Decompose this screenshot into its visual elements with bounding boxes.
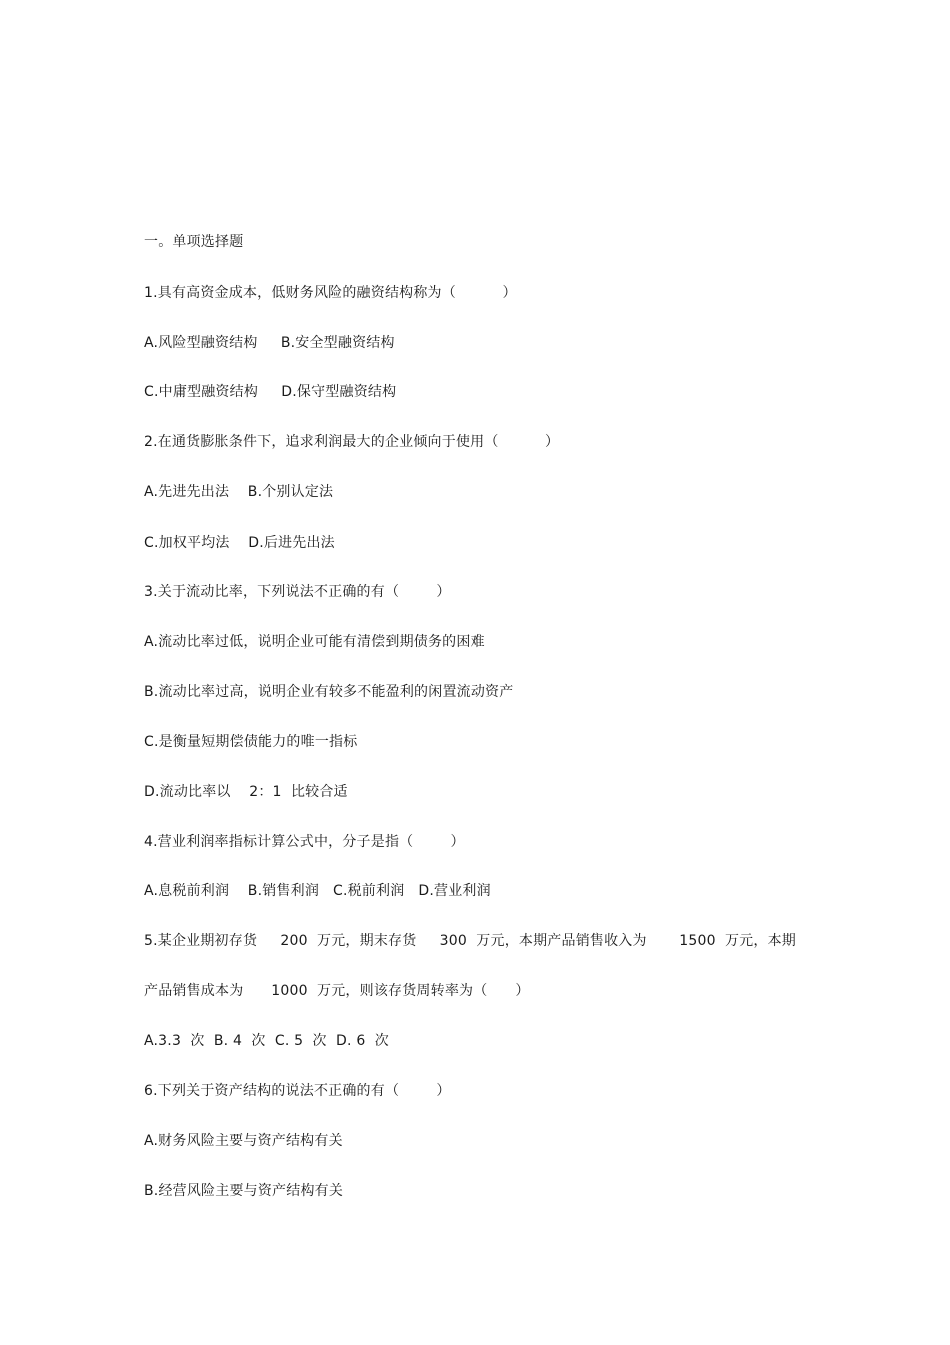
question-2-options-ab: A.先进先出法 B.个别认定法 [144, 484, 334, 500]
question-6-option-b: B.经营风险主要与资产结构有关 [144, 1183, 344, 1199]
question-5-options: A.3.3 次 B. 4 次 C. 5 次 D. 6 次 [144, 1033, 389, 1049]
question-1: 1.具有高资金成本，低财务风险的融资结构称为（ ） [144, 285, 517, 301]
question-2-options-cd: C.加权平均法 D.后进先出法 [144, 535, 335, 551]
question-1-options-ab: A.风险型融资结构 B.安全型融资结构 [144, 335, 395, 351]
question-3-option-a: A.流动比率过低，说明企业可能有清偿到期债务的困难 [144, 634, 485, 650]
question-1-options-cd: C.中庸型融资结构 D.保守型融资结构 [144, 384, 397, 400]
question-5: 5.某企业期初存货 200 万元，期末存货 300 万元，本期产品销售收入为 1500 万元，本期 [144, 933, 796, 949]
question-6: 6.下列关于资产结构的说法不正确的有（ ） [144, 1083, 451, 1099]
question-6-option-a: A.财务风险主要与资产结构有关 [144, 1133, 343, 1149]
question-3-option-b: B.流动比率过高，说明企业有较多不能盈利的闲置流动资产 [144, 684, 514, 700]
section-heading: 一。单项选择题 [144, 234, 244, 250]
question-4-options: A.息税前利润 B.销售利润 C.税前利润 D.营业利润 [144, 883, 491, 899]
question-3-option-d: D.流动比率以 2：1 比较合适 [144, 784, 348, 800]
question-2: 2.在通货膨胀条件下，追求利润最大的企业倾向于使用（ ） [144, 434, 560, 450]
question-3-option-c: C.是衡量短期偿债能力的唯一指标 [144, 734, 358, 750]
question-3: 3.关于流动比率，下列说法不正确的有（ ） [144, 584, 451, 600]
question-4: 4.营业利润率指标计算公式中，分子是指（ ） [144, 834, 465, 850]
question-5-continued: 产品销售成本为 1000 万元，则该存货周转率为（ ） [144, 983, 530, 999]
